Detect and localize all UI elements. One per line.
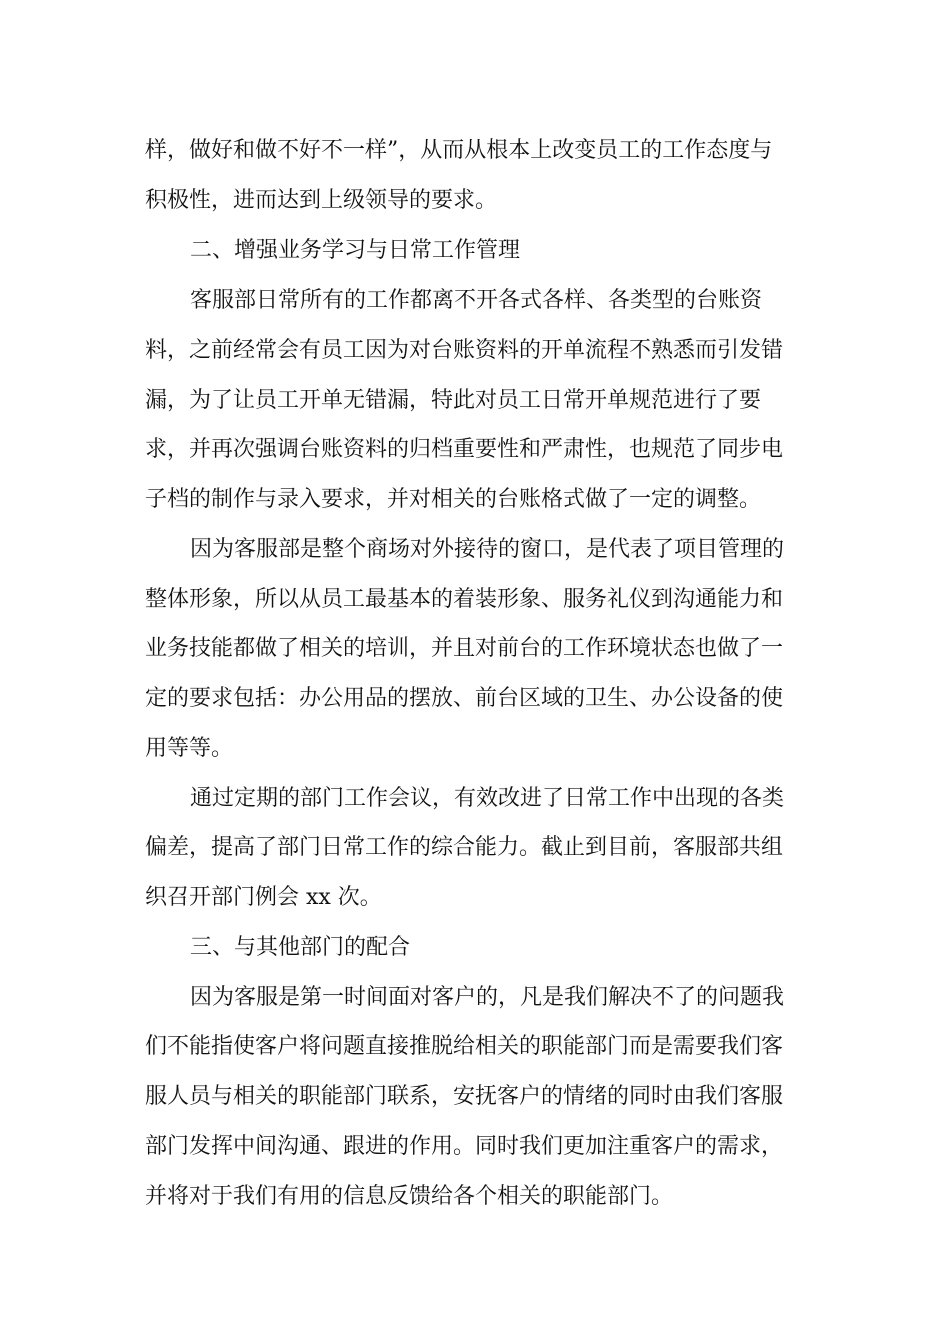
text-line: 偏差，提高了部门日常工作的综合能力。截止到目前，客服部共组 — [145, 835, 784, 860]
text-line: 织召开部门例会 xx 次。 — [145, 885, 382, 910]
text-line: 料，之前经常会有员工因为对台账资料的开单流程不熟悉而引发错 — [145, 338, 784, 363]
text-line: 们不能指使客户将问题直接推脱给相关的职能部门而是需要我们客 — [145, 1034, 784, 1059]
text-line: 用等等。 — [145, 736, 234, 761]
text-line: 积极性，进而达到上级领导的要求。 — [145, 188, 498, 213]
section-heading: 三、与其他部门的配合 — [190, 935, 411, 960]
text-line: 因为客服部是整个商场对外接待的窗口，是代表了项目管理的 — [190, 537, 785, 562]
text-line: 并将对于我们有用的信息反馈给各个相关的职能部门。 — [145, 1184, 674, 1209]
text-line: 业务技能都做了相关的培训，并且对前台的工作环境状态也做了一 — [145, 636, 784, 661]
text-line: 部门发挥中间沟通、跟进的作用。同时我们更加注重客户的需求， — [145, 1134, 784, 1159]
text-line: 整体形象，所以从员工最基本的着装形象、服务礼仪到沟通能力和 — [145, 587, 784, 612]
text-line: 客服部日常所有的工作都离不开各式各样、各类型的台账资 — [190, 288, 763, 313]
section-heading: 二、增强业务学习与日常工作管理 — [190, 238, 521, 263]
text-line: 通过定期的部门工作会议，有效改进了日常工作中出现的各类 — [190, 786, 785, 811]
text-line: 因为客服是第一时间面对客户的，凡是我们解决不了的问题我 — [190, 985, 785, 1010]
text-line: 求，并再次强调台账资料的归档重要性和严肃性，也规范了同步电 — [145, 437, 784, 462]
text-line: 定的要求包括：办公用品的摆放、前台区域的卫生、办公设备的使 — [145, 686, 784, 711]
text-line: 服人员与相关的职能部门联系，安抚客户的情绪的同时由我们客服 — [145, 1084, 784, 1109]
text-line: 漏，为了让员工开单无错漏，特此对员工日常开单规范进行了要 — [145, 388, 762, 413]
text-line: 子档的制作与录入要求，并对相关的台账格式做了一定的调整。 — [145, 487, 762, 512]
text-line: 样，做好和做不好不一样”，从而从根本上改变员工的工作态度与 — [145, 138, 773, 163]
